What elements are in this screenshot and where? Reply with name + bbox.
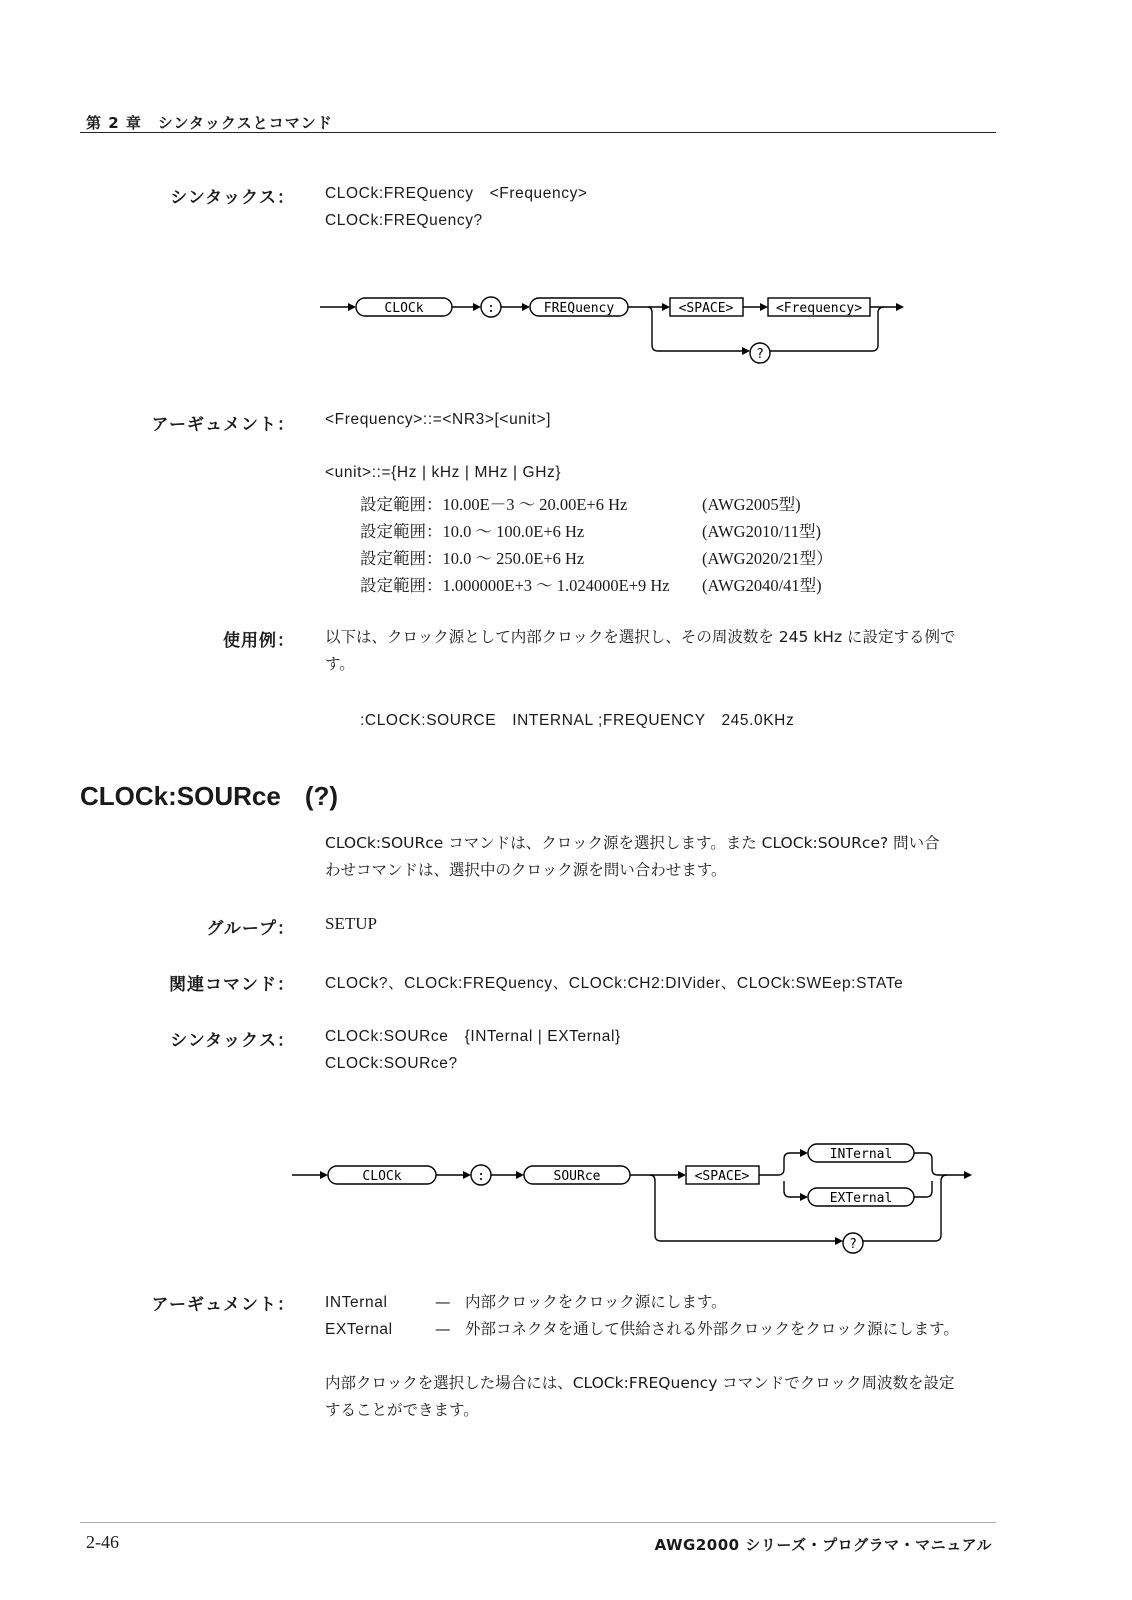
description-text: わせコマンドは、選択中のクロック源を問い合わせます。 [325, 861, 727, 879]
diagram-frequency-node: FREQuency [543, 301, 615, 316]
example-label: 使用例： [223, 631, 295, 651]
unit-definition: <unit>::={Hz | kHz | MHz | GHz} [325, 464, 562, 481]
range-row [360, 491, 801, 515]
example-text: 以下は、クロック源として内部クロックを選択し、その周波数を 245 kHz に設定する例で [325, 628, 956, 646]
diagram-query-node: ? [849, 1237, 857, 1252]
group-label: グループ： [206, 919, 295, 939]
argument-desc: 内部クロックをクロック源にします。 [465, 1293, 727, 1311]
range-model: (AWG2005型) [702, 495, 801, 514]
diagram-colon-node: : [477, 1169, 485, 1184]
range-row [360, 545, 833, 569]
note-text: 内部クロックを選択した場合には、CLOCk:FREQuency コマンドでクロック周波数を設定 [325, 1374, 955, 1392]
diagram-space-node: <SPACE> [694, 1169, 750, 1184]
syntax-line: CLOCk:FREQuency? [325, 212, 483, 229]
syntax-line: CLOCk:FREQuency <Frequency> [325, 185, 588, 202]
example-text: す。 [325, 655, 355, 673]
argument-row [325, 1288, 727, 1316]
diagram-space-node: <SPACE> [678, 301, 734, 316]
related-label: 関連コマンド： [169, 975, 295, 995]
note-text: することができます。 [325, 1401, 479, 1419]
page-number: 2-46 [86, 1532, 119, 1552]
syntax-line: CLOCk:SOURce? [325, 1055, 458, 1072]
range-model: (AWG2040/41型) [702, 576, 822, 595]
chapter-header: 第 2 章 シンタックスとコマンド [86, 114, 333, 132]
syntax-label: シンタックス： [170, 1031, 295, 1051]
range-row [360, 572, 822, 596]
argument-dash: — [435, 1293, 451, 1311]
range-model: (AWG2020/21型） [702, 549, 833, 568]
range-row [360, 518, 822, 542]
argument-name: INTernal [325, 1294, 388, 1311]
diagram-colon-node: : [487, 301, 495, 316]
diagram-query-node: ? [756, 347, 764, 362]
example-code: :CLOCK:SOURCE INTERNAL ;FREQUENCY 245.0KHz [360, 712, 795, 729]
diagram-clock-node: CLOCk [384, 301, 424, 316]
range-text: 設定範囲：10.0 〜 100.0E+6 Hz [360, 522, 585, 541]
footer-rule [80, 1522, 996, 1523]
argument-label: アーギュメント： [151, 1295, 295, 1315]
diagram-source-node: SOURce [553, 1169, 601, 1184]
diagram-external-node: EXTernal [829, 1191, 893, 1206]
argument-label: アーギュメント： [151, 415, 295, 435]
range-text: 設定範囲：1.000000E+3 〜 1.024000E+9 Hz [360, 576, 670, 595]
diagram-clock-node: CLOCk [362, 1169, 402, 1184]
related-commands: CLOCk?、CLOCk:FREQuency、CLOCk:CH2:DIVider、CLOCk:SWEep:STATe [325, 975, 904, 992]
source-syntax-diagram [280, 1135, 1000, 1265]
argument-name: EXTernal [325, 1321, 393, 1338]
section-title-query: (?) [304, 781, 339, 811]
range-text: 設定範囲：10.00E－3 〜 20.00E+6 Hz [360, 495, 628, 514]
argument-dash: — [435, 1320, 451, 1338]
range-text: 設定範囲：10.0 〜 250.0E+6 Hz [360, 549, 585, 568]
frequency-syntax-diagram [310, 285, 930, 375]
section-title-command: CLOCk:SOURce [80, 781, 281, 811]
diagram-arg-node: <Frequency> [775, 301, 863, 316]
argument-row [325, 1315, 959, 1343]
syntax-label: シンタックス： [170, 188, 295, 208]
group-value: SETUP [325, 914, 377, 933]
section-title [80, 781, 338, 812]
header-rule [80, 132, 996, 133]
syntax-line: CLOCk:SOURce {INTernal | EXTernal} [325, 1028, 621, 1045]
description-text: CLOCk:SOURce コマンドは、クロック源を選択します。また CLOCk:SOURce? 問い合 [325, 834, 940, 852]
manual-title: AWG2000 シリーズ・プログラマ・マニュアル [654, 1536, 992, 1554]
diagram-internal-node: INTernal [829, 1147, 893, 1162]
argument-definition: <Frequency>::=<NR3>[<unit>] [325, 411, 552, 428]
argument-desc: 外部コネクタを通して供給される外部クロックをクロック源にします。 [465, 1320, 959, 1338]
range-model: (AWG2010/11型) [702, 522, 822, 541]
